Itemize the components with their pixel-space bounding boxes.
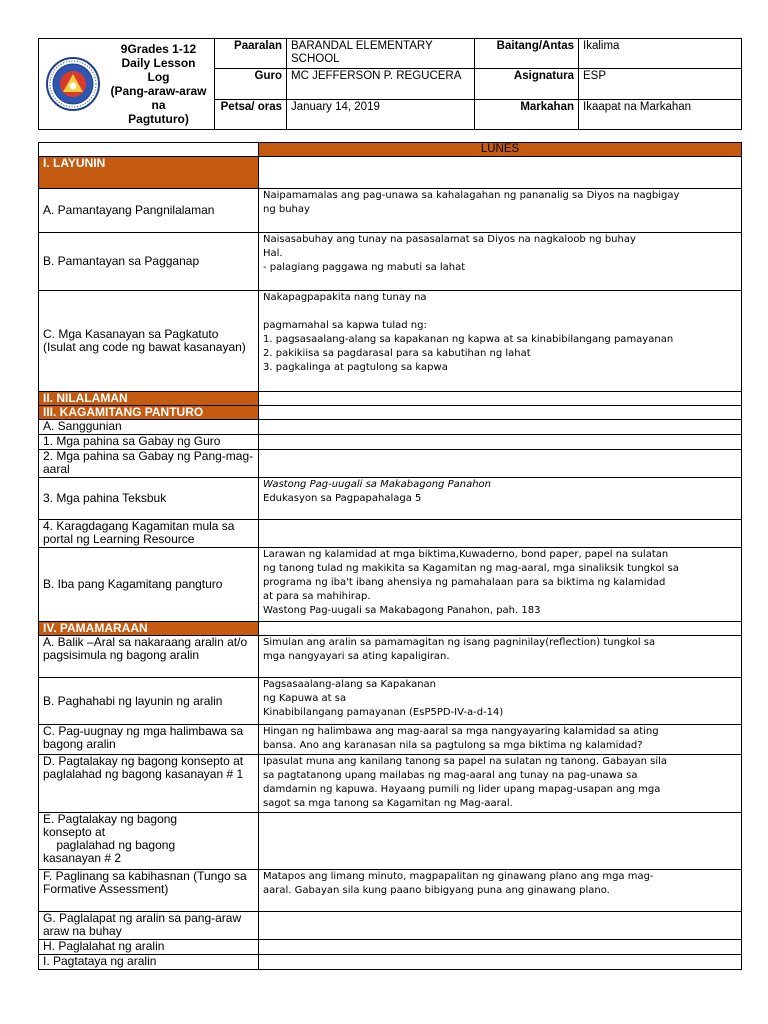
- asignatura-label: Asignatura: [475, 69, 579, 99]
- table-row: [39, 420, 742, 435]
- paaralan-label: Paaralan: [215, 39, 287, 69]
- section-pamamaraan: IV. PAMAMARAAN: [39, 622, 259, 636]
- table-row: [39, 813, 742, 870]
- table-row: [39, 520, 742, 548]
- row-label: G. Paglalapat ng aralin sa pang-araw araw na buhay: [39, 912, 259, 940]
- row-label: C. Pag-uugnay ng mga halimbawa sa bagong aralin: [39, 725, 259, 755]
- row-value: Matapos ang limang minuto, magpapalitan ng ginawang plano ang mga mag- aaral. Gabayan sila kung paano bibigyang puna ang ginawang plano.: [259, 870, 742, 912]
- row-value: Ipasulat muna ang kanilang tanong sa papel na sulatan ng tanong. Gabayan sila sa pagtatanong upang mailabas ng mag-aaral ang tunay na pag-unawa sa damdamin ng kapuwa. Hayaang pumili ng lider upang mapag-usapan ang mga sagot sa mga tanong sa Kagamitan ng Mag-aaral.: [259, 755, 742, 813]
- table-row: [39, 548, 742, 622]
- row-value: Naisasabuhay ang tunay na pasasalamat sa Diyos na nagkaloob ng buhay Hal. - palagiang paggawa ng mabuti sa lahat: [259, 233, 742, 291]
- row-label: B. Paghahabi ng layunin ng aralin: [39, 678, 259, 725]
- row-label: B. Pamantayan sa Pagganap: [39, 233, 259, 291]
- table-row: [39, 912, 742, 940]
- row-value: Wastong Pag-uugali sa Makabagong Panahon Edukasyon sa Pagpapahalaga 5: [259, 478, 742, 520]
- petsa-label: Petsa/ oras: [215, 99, 287, 129]
- row-label: 1. Mga pahina sa Gabay ng Guro: [39, 435, 259, 450]
- layunin-value: Pagsasaalang-alang sa Kapakanan ng Kapuwa at sa Kinabibilangang pamayanan (EsP5PD-IV-a-d-14): [259, 157, 742, 189]
- table-row: [39, 157, 742, 189]
- table-row: [39, 435, 742, 450]
- row-label: D. Pagtalakay ng bagong konsepto at paglalahad ng bagong kasanayan # 1: [39, 755, 259, 813]
- row-label: 2. Mga pahina sa Gabay ng Pang-mag-aaral: [39, 450, 259, 478]
- row-label: 3. Mga pahina Teksbuk: [39, 478, 259, 520]
- row-label: C. Mga Kasanayan sa Pagkatuto (Isulat ang code ng bawat kasanayan): [39, 291, 259, 392]
- title-line: Pagtuturo): [128, 112, 189, 126]
- row-label: I. Pagtataya ng aralin: [39, 955, 259, 970]
- section-kagamitan: III. KAGAMITANG PANTURO: [39, 406, 259, 420]
- table-row: [39, 189, 742, 233]
- row-label: E. Pagtalakay ng bagong konsepto at paglalahad ng bagong kasanayan # 2: [39, 813, 259, 870]
- section-layunin: I. LAYUNIN: [39, 157, 259, 189]
- table-row: [39, 406, 742, 420]
- row-label: F. Paglinang sa kabihasnan (Tungo sa Formative Assessment): [39, 870, 259, 912]
- table-row: [39, 940, 742, 955]
- row-label: 4. Karagdagang Kagamitan mula sa portal ng Learning Resource: [39, 520, 259, 548]
- row-label: A. Sanggunian: [39, 420, 259, 435]
- baitang-label: Baitang/Antas: [475, 39, 579, 69]
- row-label: A. Balik –Aral sa nakaraang aralin at/o pagsisimula ng bagong aralin: [39, 636, 259, 678]
- petsa-value: January 14, 2019: [287, 99, 475, 129]
- header-table: [38, 38, 742, 130]
- markahan-label: Markahan: [475, 99, 579, 129]
- baitang-value: Ikalima: [579, 39, 742, 69]
- table-row: [39, 622, 742, 636]
- table-row: [39, 478, 742, 520]
- row-label: B. Iba pang Kagamitang pangturo: [39, 548, 259, 622]
- row-value: Simulan ang aralin sa pamamagitan ng isang pagninilay(reflection) tungkol sa mga nangyayari sa ating kapaligiran.: [259, 636, 742, 678]
- guro-label: Guro: [215, 69, 287, 99]
- deped-seal-icon: [45, 56, 101, 112]
- row-value: Naipamamalas ang pag-unawa sa kahalagahan ng pananalig sa Diyos na nagbigay ng buhay: [259, 189, 742, 233]
- lesson-table: [38, 142, 742, 970]
- row-value: Nakapagpapakita nang tunay na pagmamahal sa kapwa tulad ng: 1. pagsasaalang-alang sa kapakanan ng kapwa at sa kinabibilangang pamayanan 2. pakikiisa sa pagdarasal para sa kabutihan ng lahat 3. pagkalinga at pagtulong sa kapwa: [259, 291, 742, 392]
- day-header-row: [39, 143, 742, 157]
- table-row: [39, 636, 742, 678]
- title-cell: [39, 39, 215, 130]
- day-header: LUNES: [259, 143, 742, 157]
- row-label: A. Pamantayang Pangnilalaman: [39, 189, 259, 233]
- row-value: Hingan ng halimbawa ang mag-aaral sa mga nangyayaring kalamidad sa ating bansa. Ano ang karanasan nila sa pagtulong sa mga biktima ng kalamidad?: [259, 725, 742, 755]
- table-row: [39, 678, 742, 725]
- title-line: Daily Lesson: [121, 56, 196, 70]
- table-row: [39, 233, 742, 291]
- table-row: [39, 725, 742, 755]
- guro-value: MC JEFFERSON P. REGUCERA: [287, 69, 475, 99]
- table-row: [39, 450, 742, 478]
- asignatura-value: ESP: [579, 69, 742, 99]
- title-block: [105, 42, 212, 126]
- row-label: H. Paglalahat ng aralin: [39, 940, 259, 955]
- table-row: [39, 870, 742, 912]
- table-row: [39, 755, 742, 813]
- table-row: [39, 955, 742, 970]
- paaralan-value: BARANDAL ELEMENTARY SCHOOL: [287, 39, 475, 69]
- row-value: Larawan ng kalamidad at mga biktima,Kuwaderno, bond paper, papel na sulatan ng tanong tulad ng makikita sa Kagamitan ng mag-aaral, mga sinaliksik tungkol sa programa ng iba't ibang ahensiya ng pamahalaan para sa biktima ng kalamidad at para sa mahihirap. Wastong Pag-uugali sa Makabagong Panahon, pah. 183: [259, 548, 742, 622]
- title-line: Log: [147, 70, 170, 84]
- title-line: (Pang-araw-araw na: [110, 84, 207, 112]
- row-value: Pagsasaalang-alang sa Kapakanan ng Kapuwa at sa Kinabibilangang pamayanan (EsP5PD-IV-a-d-14): [259, 678, 742, 725]
- markahan-value: Ikaapat na Markahan: [579, 99, 742, 129]
- section-nilalaman: II. NILALAMAN: [39, 392, 259, 406]
- table-row: [39, 291, 742, 392]
- table-row: [39, 392, 742, 406]
- title-line: 9Grades 1-12: [120, 42, 197, 56]
